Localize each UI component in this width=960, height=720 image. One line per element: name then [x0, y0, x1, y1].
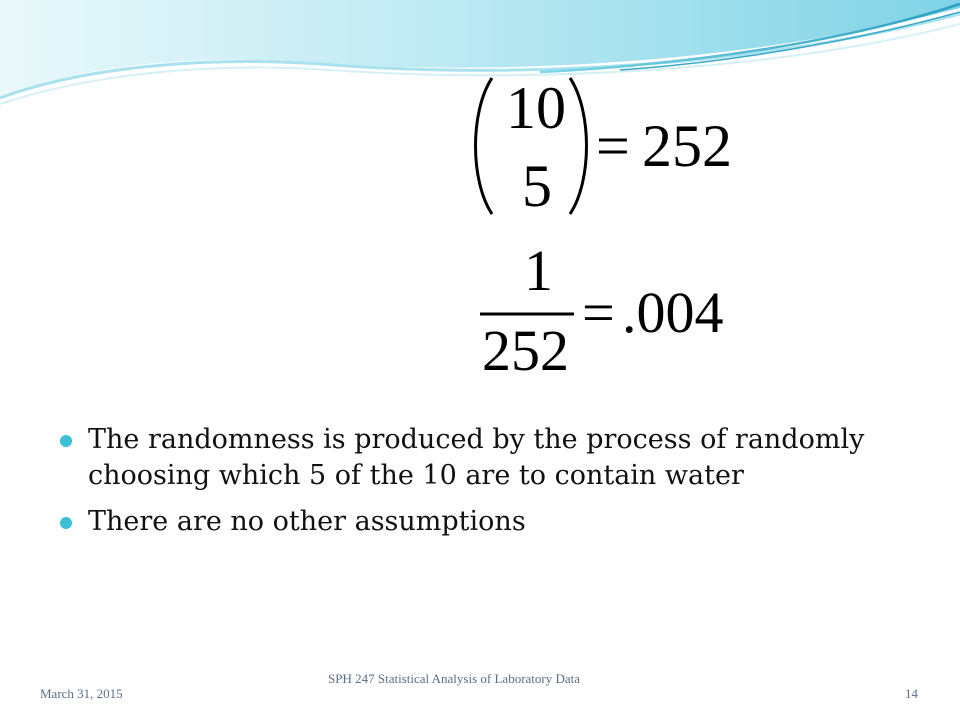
binomial-top: 10	[506, 75, 566, 141]
fraction-equation	[470, 246, 760, 382]
binomial-equals: =	[596, 113, 630, 179]
bullet-dot-icon	[60, 517, 72, 529]
bullet-text: There are no other assumptions	[88, 506, 526, 537]
fraction-equals: =	[582, 280, 615, 345]
bullet-item	[60, 504, 920, 540]
binomial-equation	[470, 66, 760, 226]
footer-date: March 31, 2015	[40, 686, 123, 701]
binomial-result: 252	[642, 113, 732, 179]
fraction-numerator: 1	[524, 246, 553, 303]
bullet-list	[60, 422, 920, 550]
footer-course-title: SPH 247 Statistical Analysis of Laboratory Data	[328, 671, 581, 686]
binomial-bottom: 5	[522, 153, 552, 219]
footer-page-number: 14	[905, 686, 918, 701]
fraction-denominator: 252	[482, 318, 569, 382]
fraction-result: .004	[622, 280, 724, 345]
bullet-text: The randomness is produced by the process of randomly choosing which 5 of the 10 are to contain water	[88, 424, 865, 491]
bullet-item	[60, 422, 920, 494]
bullet-dot-icon	[60, 435, 72, 447]
